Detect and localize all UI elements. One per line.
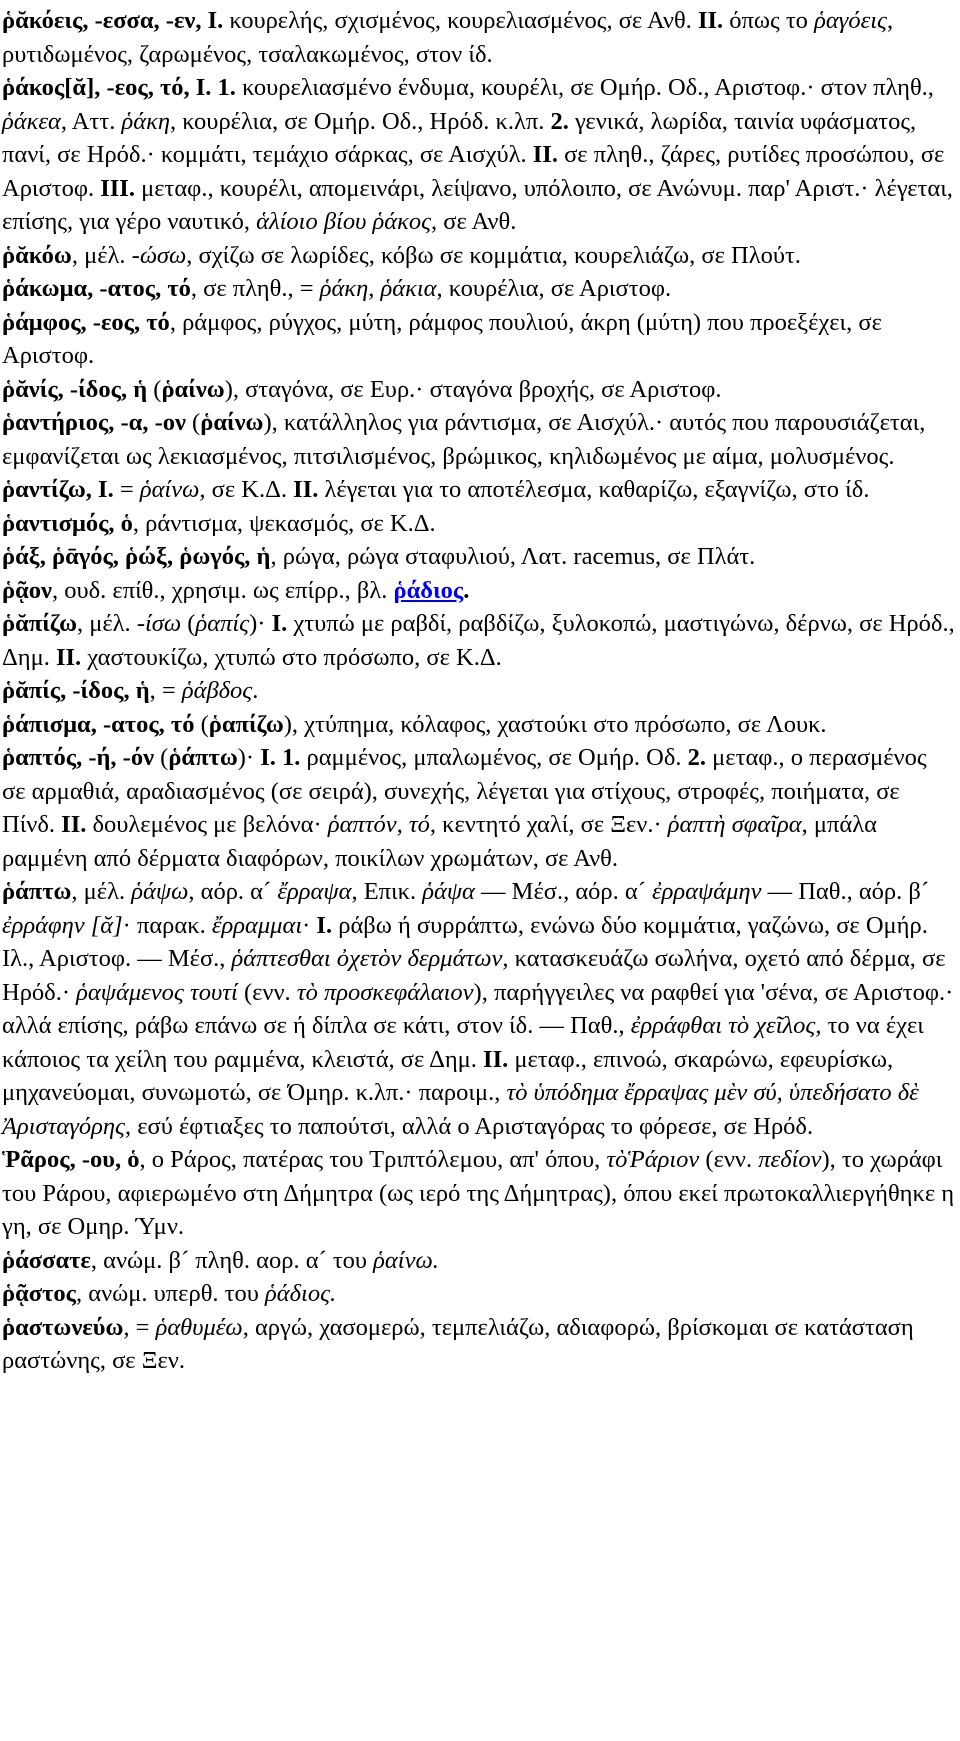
definition-text: , αργώ, χασομερώ, τεμπελιάζω, αδιαφορώ, βρίσκομαι σε κατάσταση ραστώνης, σε Ξεν.: [2, 1313, 920, 1374]
bold-text: II.: [532, 141, 558, 168]
definition-text: ράβω ή συρράπτω, ενώνω δύο κομμάτια, γαζώνω, σε Ομήρ. Ιλ., Αριστοφ. — Μέσ.,: [2, 911, 934, 972]
dictionary-entry: [2, 406, 956, 473]
definition-text: , σε πληθ., =: [190, 275, 320, 302]
dictionary-entry: [2, 1277, 956, 1311]
headword: ῥάμφος, -εος, τό: [2, 308, 170, 336]
italic-greek-text: τὸ ὑπόδημα ἔρραψας μὲν σύ, ὑπεδήσατο δὲ Ἀρισταγόρης: [2, 1079, 925, 1140]
definition-text: (: [181, 610, 196, 637]
definition-text: μεταφ., επινοώ, σκαρώνω, εφευρίσκω, μηχανεύομαι, συνωμοτώ, σε Όμηρ. κ.λπ.· παροιμ.,: [2, 1045, 900, 1106]
bold-text: ῥαίνω: [161, 375, 225, 403]
italic-greek-text: ῥαπίς: [195, 610, 250, 637]
definition-text: κουρελιασμένο ένδυμα, κουρέλι, σε Ομήρ. Οδ., Αριστοφ.· στον πληθ.,: [235, 74, 941, 101]
bold-text: I.: [271, 610, 288, 637]
definition-text: , ανώμ. β´ πληθ. αορ. α´ του: [90, 1246, 374, 1274]
bold-text: ῥαίνω: [200, 409, 264, 436]
definition-text: ·: [302, 911, 317, 939]
definition-text: (: [147, 375, 162, 403]
headword: ῥᾰπίς, -ίδος, ἡ: [2, 677, 150, 704]
italic-greek-text: ῥάκη: [319, 275, 369, 302]
dictionary-entry: [2, 306, 956, 373]
definition-text: κουρελής, σχισμένος, κουρελιασμένος, σε Ανθ.: [223, 7, 698, 34]
definition-text: , κουρέλια, σε Αριστοφ.: [436, 275, 672, 302]
headword: ῥαντίζω, I.: [2, 476, 114, 503]
definition-text: ), σταγόνα, σε Ευρ.· σταγόνα βροχής, σε Αριστοφ.: [224, 375, 722, 403]
italic-greek-text: ῥαίνω: [139, 476, 200, 503]
definition-text: ), κατάλληλος για ράντισμα, σε Αισχύλ.· αυτός που παρουσιάζεται, εμφανίζεται ως λεκιασμένος, πιτσιλισμένος, βρώμικος, κηλιδωμένος με αίμα, μολυσμένος.: [2, 409, 932, 470]
italic-greek-text: ῥαίνω.: [373, 1246, 439, 1274]
bold-text: .: [463, 576, 470, 604]
definition-text: γενικά, λωρίδα, ταινία υφάσματος, πανί, σε Ηρόδ.· κομμάτι, τεμάχιο σάρκας, σε Αισχύλ.: [2, 107, 923, 168]
definition-text: , κατασκευάζω σωλήνα, οχετό από δέρμα, σε Ηρόδ.·: [2, 945, 952, 1006]
italic-greek-text: ἐρραψάμην: [652, 878, 762, 905]
definition-text: , σε Ανθ.: [431, 208, 517, 235]
headword: ῥάκωμα, -ατος, τό: [2, 275, 191, 302]
definition-text: ραμμένος, μπαλωμένος, σε Ομήρ. Οδ.: [300, 744, 688, 771]
definition-text: λέγεται για το αποτέλεσμα, καθαρίζω, εξαγνίζω, στο ίδ.: [318, 476, 870, 503]
italic-greek-text: πεδίον: [758, 1146, 822, 1173]
definition-text: , σχίζω σε λωρίδες, κόβω σε κομμάτια, κουρελιάζω, σε Πλούτ.: [186, 241, 801, 269]
headword: ῥάσσατε: [2, 1246, 91, 1274]
headword: ῥάξ, ῥᾱγός, ῥώξ, ῥωγός, ἡ: [2, 543, 271, 570]
italic-greek-text: τὸῬάριον: [606, 1146, 700, 1173]
bold-text: ῥαπίζω: [208, 710, 284, 738]
bold-text: II.: [293, 476, 319, 503]
definition-text: · παρακ.: [122, 911, 212, 939]
definition-text: , κουρέλια, σε Ομήρ. Οδ., Ηρόδ. κ.λπ.: [170, 107, 551, 135]
definition-text: ), χτύπημα, κόλαφος, χαστούκι στο πρόσωπο, σε Λουκ.: [283, 710, 827, 738]
definition-text: , σε Κ.Δ.: [199, 476, 294, 503]
bold-text: II.: [61, 811, 87, 838]
headword: ῥαντήριος, -α, -ον: [2, 409, 186, 436]
dictionary-entry: [2, 574, 956, 608]
italic-greek-text: ῥάψα: [422, 878, 475, 905]
definition-text: , κεντητό χαλί, σε Ξεν.·: [429, 811, 668, 838]
definition-text: , ρώγα, ρώγα σταφυλιού, Λατ. racemus, σε Πλάτ.: [270, 543, 756, 570]
headword: Ῥᾶρος, -ου, ὁ: [2, 1146, 140, 1173]
definition-text: , Επικ.: [351, 878, 423, 905]
headword: ῥᾷον: [2, 576, 52, 604]
bold-text: II.: [483, 1045, 509, 1073]
definition-text: , αόρ. α´: [188, 878, 278, 905]
definition-text: , μέλ.: [77, 610, 137, 637]
dictionary-entry: [2, 473, 956, 507]
dictionary-entry: [2, 607, 960, 674]
bold-text: ῥάπτω: [168, 744, 238, 771]
definition-text: — Παθ., αόρ. β´: [761, 878, 936, 905]
dictionary-entry: [2, 540, 956, 574]
bold-text: I.: [316, 911, 333, 939]
definition-text: χτυπώ με ραβδί, ραβδίζω, ξυλοκοπώ, μαστιγώνω, δέρνω, σε Ηρόδ., Δημ.: [2, 610, 960, 671]
definition-text: , ρυτιδωμένος, ζαρωμένος, τσαλακωμένος, στον ίδ.: [2, 7, 900, 68]
dictionary-entry: [2, 674, 956, 708]
definition-text: (ενν.: [699, 1146, 759, 1173]
definition-text: , ο Ράρος, πατέρας του Τριπτόλεμου, απ' όπου,: [139, 1146, 607, 1173]
definition-text: (: [185, 409, 201, 436]
cross-reference-link[interactable]: ῥάδιος: [393, 576, 464, 604]
definition-text: , εσύ έφτιαξες το παπούτσι, αλλά ο Αρισταγόρας το φόρεσε, σε Ηρόδ.: [125, 1112, 814, 1140]
definition-text: , =: [149, 677, 182, 704]
definition-text: (ενν.: [237, 978, 297, 1006]
definition-text: ), παρήγγειλες να ραφθεί για 'σένα, σε Αριστοφ.· αλλά επίσης, ράβω επάνω σε ή δίπλα σε κάτι, στον ίδ. — Παθ.,: [2, 978, 960, 1039]
dictionary-entry: [2, 875, 960, 1143]
definition-text: )·: [237, 744, 261, 771]
italic-greek-text: ἐρράφην [ᾰ]: [2, 911, 123, 939]
definition-text: σε πληθ., ζάρες, ρυτίδες προσώπου, σε Αριστοφ.: [2, 141, 950, 202]
definition-text: δουλεμένος με βελόνα·: [86, 811, 328, 838]
dictionary-entry: [2, 71, 960, 239]
italic-greek-text: ῥάδιος.: [265, 1280, 337, 1307]
italic-greek-text: ῥαπτὴ σφαῖρα: [667, 811, 802, 838]
italic-greek-text: ἔρραψα: [277, 878, 352, 905]
definition-text: ,: [368, 275, 381, 302]
bold-text: 2.: [550, 107, 569, 135]
definition-text: , ράντισμα, ψεκασμός, σε Κ.Δ.: [132, 509, 436, 537]
italic-greek-text: ἁλίοιο βίου ῥάκος: [256, 208, 432, 235]
bold-text: II.: [55, 643, 82, 671]
headword: ῥαντισμός, ὁ: [2, 509, 133, 537]
headword: ῥᾷστος: [2, 1280, 76, 1307]
dictionary-entry: [2, 708, 956, 742]
headword: ῥᾰκόεις, -εσσα, -εν, I.: [2, 7, 224, 34]
italic-greek-text: ῥάβδος: [181, 677, 253, 704]
definition-text: =: [113, 476, 140, 503]
headword: ῥάπισμα, -ατος, τό: [2, 710, 195, 738]
definition-text: (: [194, 710, 209, 738]
definition-text: , ουδ. επίθ., χρησιμ. ως επίρρ., βλ.: [51, 576, 394, 604]
italic-greek-text: ἐρράφθαι τὸ χεῖλος: [630, 1012, 816, 1039]
headword: ῥαπτός, -ή, -όν: [2, 744, 155, 771]
dictionary-entry: [2, 507, 956, 541]
italic-greek-text: ῥαθυμέω: [155, 1313, 243, 1341]
dictionary-entry: [2, 741, 956, 875]
italic-greek-text: τὸ προσκεφάλαιον: [296, 978, 474, 1006]
definition-text: , μέλ.: [71, 878, 132, 905]
definition-text: χαστουκίζω, χτυπώ στο πρόσωπο, σε Κ.Δ.: [81, 643, 502, 671]
italic-greek-text: ῥάπτεσθαι ὀχετὸν δερμάτων: [231, 945, 503, 972]
italic-greek-text: ῥαψάμενος τουτί: [76, 978, 238, 1006]
definition-text: , =: [123, 1313, 156, 1341]
definition-text: — Μέσ., αόρ. α´: [474, 878, 653, 905]
italic-greek-text: ῥάκεα: [2, 107, 61, 135]
italic-greek-text: -ίσω: [136, 610, 182, 637]
headword: ῥαστωνεύω: [2, 1313, 124, 1341]
headword: ῥᾰνίς, -ίδος, ἡ: [2, 375, 148, 403]
definition-text: μεταφ., κουρέλι, απομεινάρι, λείψανο, υπόλοιπο, σε Ανώνυμ. παρ' Αριστ.· λέγεται, επίσης, για γέρο ναυτικό,: [2, 174, 960, 235]
dictionary-entry: [2, 239, 956, 273]
bold-text: II.: [697, 7, 724, 34]
definition-text: )·: [249, 610, 272, 637]
definition-text: , ράμφος, ρύγχος, μύτη, ράμφος πουλιού, άκρη (μύτη) που προεξέχει, σε Αριστοφ.: [2, 308, 887, 369]
italic-greek-text: ἔρραμμαι: [211, 911, 303, 939]
bold-text: 2.: [687, 744, 707, 771]
italic-greek-text: ῥαγόεις: [814, 7, 887, 34]
headword: ῥᾰκόω: [2, 241, 72, 269]
dictionary-entry: [2, 373, 956, 407]
dictionary-entry: [2, 1143, 960, 1244]
definition-text: , Αττ.: [60, 107, 122, 135]
italic-greek-text: ῥάψω: [131, 878, 189, 905]
italic-greek-text: -ώσω: [131, 241, 187, 269]
dictionary-entry: [2, 272, 956, 306]
definition-text: , μέλ.: [71, 241, 132, 269]
definition-text: όπως το: [723, 7, 815, 34]
definition-text: , ανώμ. υπερθ. του: [76, 1280, 266, 1307]
definition-text: , το να έχει κάποιος τα χείλη του ραμμένα, κλειστά, σε Δημ.: [2, 1012, 931, 1073]
definition-text: , μπάλα ραμμένη από δέρματα διαφόρων, ποικίλων χρωμάτων, σε Ανθ.: [2, 811, 884, 872]
dictionary-entry: [2, 4, 956, 71]
dictionary-entry: [2, 1311, 956, 1378]
bold-text: I. 1.: [260, 744, 301, 771]
headword: ῥάπτω: [2, 878, 72, 905]
headword: ῥᾰπίζω: [2, 610, 77, 637]
italic-greek-text: ῥαπτόν, τό: [327, 811, 430, 838]
dictionary-entry: [2, 1244, 956, 1278]
definition-text: (: [154, 744, 169, 771]
definition-text: .: [252, 677, 259, 704]
italic-greek-text: ῥάκη: [121, 107, 170, 135]
italic-greek-text: ῥάκια: [380, 275, 437, 302]
definition-text: ), το χωράφι του Ράρου, αφιερωμένο στη Δήμητρα (ως ιερό της Δήμητρας), όπου εκεί πρωτοκαλλιεργήθηκε η γη, σε Ομηρ. Ύμν.: [2, 1146, 960, 1240]
headword: ῥάκος[ᾰ], -εος, τό, I. 1.: [2, 74, 236, 101]
bold-text: III.: [100, 174, 135, 202]
definition-text: μεταφ., ο περασμένος σε αρμαθιά, αραδιασμένος (σε σειρά), συνεχής, λέγεται για στίχους, στροφές, ποιήματα, σε Πίνδ.: [2, 744, 933, 838]
